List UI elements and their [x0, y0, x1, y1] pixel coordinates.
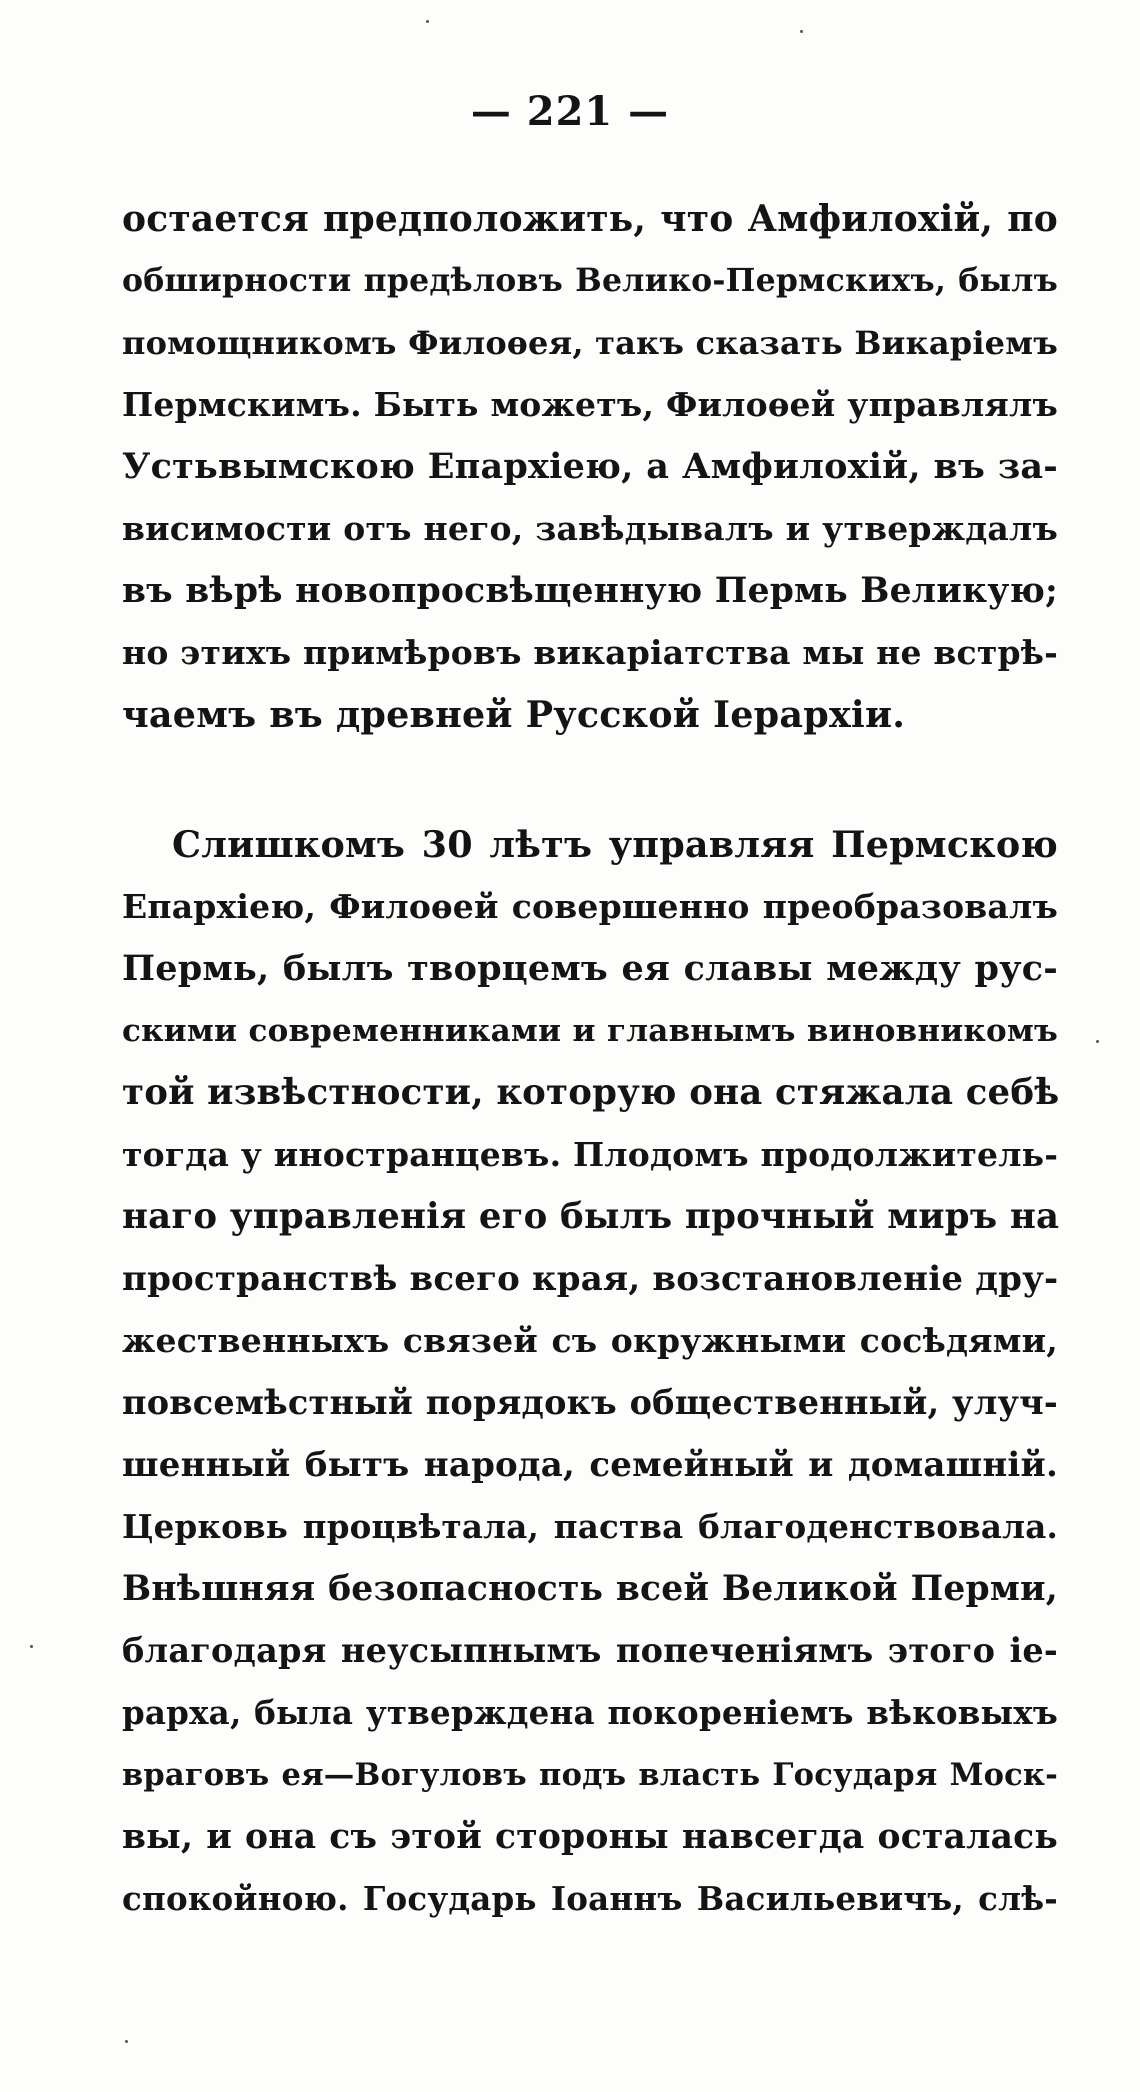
text-line: Церковь процвѣтала, паства благоденствовала.: [122, 1507, 1058, 1546]
text-line: обширности предѣловъ Велико-Пермскихъ, былъ: [122, 262, 1058, 299]
text-line: Внѣшняя безопасность всей Великой Перми,: [122, 1569, 1058, 1609]
text-line: остается предположить, что Амфилохій, по: [122, 198, 1058, 240]
text-line: Пермь, былъ творцемъ ея славы между рус-: [122, 948, 1058, 989]
text-line: Слишкомъ 30 лѣтъ управляя Пермскою: [172, 823, 1058, 866]
paper-speck: [125, 2040, 128, 2043]
text-line: вы, и она съ этой стороны навсегда осталась: [122, 1817, 1058, 1857]
paragraph-1: [122, 188, 1058, 746]
text-line: Устьвымскою Епархіею, а Амфилохій, въ за-: [122, 446, 1058, 487]
text-line: рарха, была утверждена покореніемъ вѣковыхъ: [122, 1693, 1058, 1732]
paper-speck: [1096, 1040, 1099, 1043]
text-line: помощникомъ Филоѳея, такъ сказать Викаріемъ: [122, 324, 1058, 362]
text-line: повсемѣстный порядокъ общественный, улуч-: [122, 1383, 1058, 1422]
paper-speck: [426, 20, 429, 23]
text-line: той извѣстности, которую она стяжала себѣ: [122, 1072, 1060, 1113]
paper-speck: [800, 30, 803, 33]
text-line: скими современниками и главнымъ виновникомъ: [122, 1013, 1058, 1049]
text-line: наго управленія его былъ прочный миръ на: [122, 1196, 1060, 1237]
text-line: висимости отъ него, завѣдывалъ и утверждалъ: [122, 509, 1058, 548]
text-line: Пермскимъ. Быть можетъ, Филоѳей управлялъ: [122, 385, 1058, 424]
text-line: чаемъ въ древней Русской Іерархіи.: [122, 693, 906, 736]
text-line: въ вѣрѣ новопросвѣщенную Пермь Великую;: [122, 571, 1058, 611]
text-line: жественныхъ связей съ окружными сосѣдями,: [122, 1321, 1058, 1360]
text-line: тогда у иностранцевъ. Плодомъ продолжитель-: [122, 1135, 1059, 1174]
paper-speck: [30, 1645, 33, 1648]
paragraph-2: [122, 814, 1058, 1930]
page-number: — 221 —: [470, 88, 670, 135]
text-line: враговъ ея—Вогуловъ подъ власть Государя Моск-: [122, 1757, 1058, 1793]
text-line: пространствѣ всего края, возстановленіе дру-: [122, 1259, 1059, 1299]
text-line: спокойною. Государь Іоаннъ Васильевичъ, слѣ-: [122, 1879, 1058, 1918]
text-line: шенный бытъ народа, семейный и домашній.: [122, 1445, 1058, 1485]
text-line: благодаря неусыпнымъ попеченіямъ этого іе-: [122, 1631, 1058, 1670]
text-line: но этихъ примѣровъ викаріатства мы не встрѣ-: [122, 633, 1059, 672]
text-line: Епархіею, Филоѳей совершенно преобразовалъ: [122, 887, 1058, 926]
